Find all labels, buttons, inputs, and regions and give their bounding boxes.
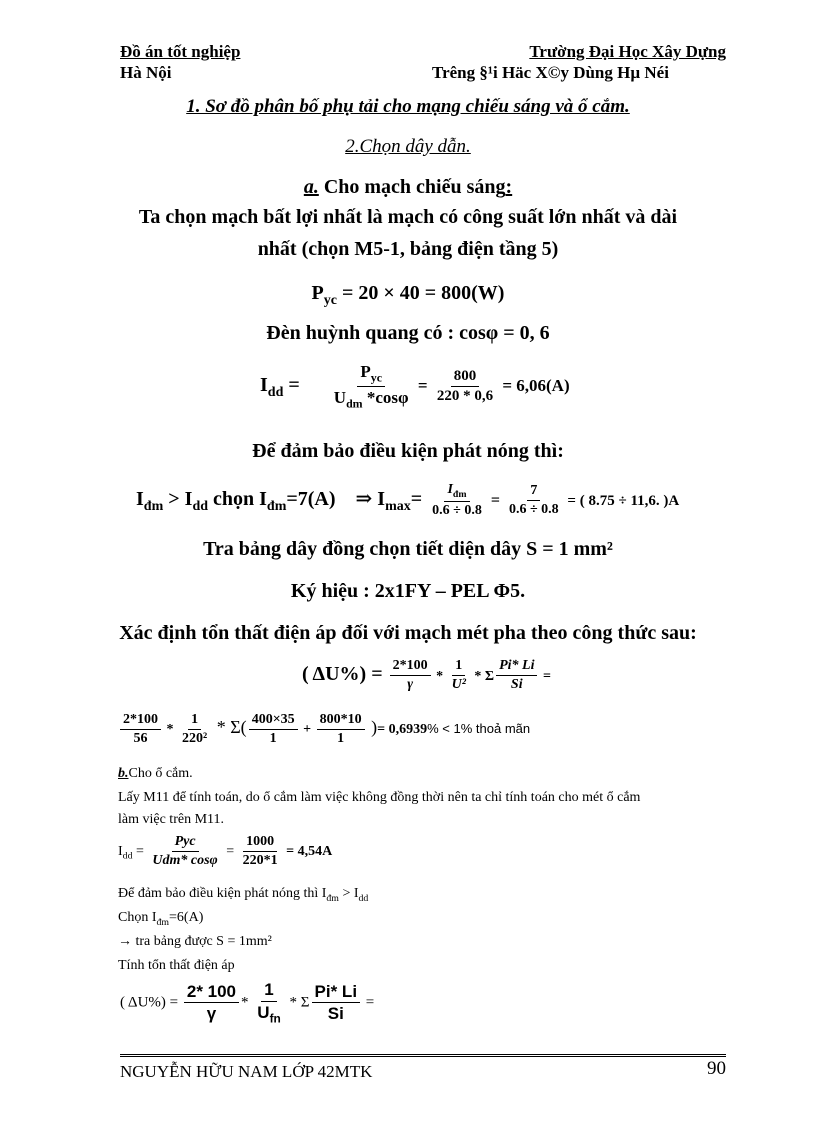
footer-author: NGUYỄN HỮU NAM LỚP 42MTK: [120, 1062, 373, 1081]
socket-den1: Udm* cosφ: [152, 853, 218, 869]
socket-b-text: Cho ổ cắm.: [128, 766, 193, 781]
eq-idm-eq: =: [410, 488, 423, 511]
eq-idd-den1-tail: *cosφ: [362, 388, 409, 408]
socket-heat-sub2: dd: [358, 892, 369, 904]
eq-idm-sub1: đm: [143, 499, 164, 515]
eq-du-den2: U²: [451, 677, 466, 693]
socket-choose-text: Chọn I: [118, 910, 157, 925]
socket-du-sigma: * Σ: [285, 994, 310, 1011]
heading-a-text: Cho mạch chiếu sáng: [318, 176, 506, 198]
eq-idd-num1: P: [360, 362, 371, 381]
eq-idm-num1: I: [447, 482, 453, 497]
eq-idd-frac-2: [434, 368, 496, 406]
heading-1: 1. Sơ đồ phân bố phụ tải cho mạng chiếu sáng và ổ cắm.: [186, 96, 630, 117]
eq-calc-den4: 1: [337, 731, 345, 747]
socket-arrow-line: → tra bảng được S = 1mm²: [118, 934, 272, 949]
header-right-2: Trêng §¹i Häc X©y Dùng Hµ Néi: [432, 63, 669, 82]
para-line-2: nhất (chọn M5-1, bảng điện tầng 5): [257, 238, 559, 260]
socket-idd: [118, 834, 332, 869]
eq-du-frac-2: [449, 658, 469, 693]
header-left-2: Hà Nội: [120, 63, 172, 82]
eq-idm-eq2: =: [486, 492, 504, 510]
heat-condition: Để đảm bảo điều kiện phát nóng thì:: [252, 440, 564, 462]
heading-a-label: a.: [303, 176, 319, 198]
eq-idd-num2: 800: [451, 368, 480, 387]
socket-heat-mid: > I: [338, 886, 359, 901]
socket-du-num1: 2* 100: [184, 982, 239, 1004]
eq-du: [302, 658, 551, 693]
socket-choose-sub: đm: [156, 916, 170, 928]
eq-calc-frac-2: [179, 712, 210, 747]
socket-line-1: Lấy M11 để tính toán, do ổ cắm làm việc không đồng thời nên ta chỉ tính toán cho mét ổ cắm: [118, 790, 641, 805]
socket-idd-frac-2: [240, 834, 281, 869]
header-right-1: Trường Đại Học Xây Dựng: [529, 42, 726, 61]
eq-calc: [118, 712, 530, 747]
socket-line-2: làm việc trên M11.: [118, 812, 225, 827]
heading-2-text: 2.Chọn dây dẫn.: [345, 136, 471, 157]
socket-eq2: =: [222, 843, 238, 859]
socket-heading: [118, 766, 193, 782]
eq-calc-result: = 0,6939: [377, 721, 428, 737]
eq-calc-den2: 220²: [182, 731, 208, 747]
eq-idd-den2: 220 * 0,6: [436, 388, 494, 405]
eq-idm-den2: 0.6 ÷ 0.8: [508, 502, 559, 518]
eq-du-num3: Pi* Li: [496, 658, 537, 676]
eq-idm-num2: 7: [527, 483, 540, 501]
eq-calc-num4: 800*10: [317, 712, 365, 730]
socket-idd-eq: =: [132, 843, 148, 859]
eq-pyc: [0, 282, 816, 309]
eq-idd: [260, 362, 570, 411]
socket-heat: [118, 886, 368, 904]
lamp-cos: Đèn huỳnh quang có : cosφ = 0, 6: [266, 322, 550, 344]
eq-idm-num1-sub: đm: [452, 488, 467, 500]
socket-choose: [118, 910, 203, 928]
eq-du-frac-3: [496, 658, 537, 693]
socket-den2: 220*1: [242, 853, 278, 869]
socket-choose-val: =6(A): [169, 910, 204, 925]
eq-idm-gt: > I: [163, 488, 193, 511]
eq-calc-den3: 1: [269, 731, 277, 747]
socket-idd-sub: dd: [122, 850, 133, 862]
socket-du-num3: Pi* Li: [312, 982, 361, 1004]
eq-calc-plus: +: [299, 721, 315, 737]
socket-du-frac-1: [184, 982, 239, 1024]
eq-idm: [136, 482, 679, 519]
socket-du-den2-sub: fn: [269, 1010, 281, 1025]
eq-pyc-lhs: P: [311, 282, 324, 304]
eq-du-den1: γ: [407, 677, 414, 693]
eq-calc-tail: % < 1% thoả mãn: [427, 720, 531, 736]
socket-du-den3: Si: [327, 1004, 344, 1024]
eq-idm-frac-2: [506, 483, 562, 518]
eq-idd-sub: dd: [267, 385, 284, 401]
socket-du-lhs: ( ΔU%) =: [120, 994, 182, 1011]
eq-idm-choose: chọn I: [208, 488, 267, 511]
socket-du-frac-3: [312, 982, 361, 1024]
eq-pyc-sub: yc: [323, 293, 337, 308]
eq-idm-val: =7(A): [286, 488, 336, 511]
socket-heat-text: Để đảm bảo điều kiện phát nóng thì I: [118, 886, 327, 901]
eq-calc-frac-1: [120, 712, 161, 747]
eq-idd-frac-1: [331, 362, 412, 411]
socket-b-label: b.: [118, 766, 129, 781]
eq-idd-den1: U: [333, 388, 347, 408]
table-lookup: Tra bảng dây đồng chọn tiết diện dây S = 1 mm²: [203, 538, 613, 560]
heading-a: [0, 176, 816, 199]
eq-pyc-rhs: = 20 × 40 = 800(W): [336, 282, 505, 304]
socket-du-frac-2: [254, 980, 284, 1026]
eq-calc-den1: 56: [133, 731, 148, 747]
eq-du-tail: =: [539, 669, 551, 685]
eq-idm-den1: 0.6 ÷ 0.8: [432, 503, 482, 519]
socket-du-den2: U: [257, 1002, 270, 1022]
eq-calc-close: ): [366, 716, 378, 737]
socket-du-tail: =: [362, 994, 375, 1011]
eq-du-frac-1: [390, 658, 431, 693]
eq-idm-i: I: [136, 488, 144, 511]
eq-calc-frac-4: [317, 712, 365, 747]
symbol-line: Ký hiệu : 2x1FY – PEL Φ5.: [290, 580, 526, 602]
socket-num1: Pyc: [172, 834, 199, 852]
eq-du-num2: 1: [452, 658, 465, 676]
heading-a-colon: :: [505, 176, 513, 198]
eq-calc-sigma: * Σ(: [212, 716, 247, 737]
eq-calc-num1: 2*100: [120, 712, 161, 730]
footer-rule: [120, 1054, 726, 1057]
para-line-1: Ta chọn mạch bất lợi nhất là mạch có công suất lớn nhất và dài: [138, 206, 678, 228]
socket-heat-sub1: đm: [326, 892, 339, 904]
heading-2: [0, 136, 816, 158]
eq-du-lhs: ( ΔU%) =: [302, 663, 388, 686]
eq-idd-eq: =: [283, 374, 305, 397]
socket-du-den1: γ: [206, 1004, 217, 1024]
socket-du-times: *: [241, 994, 253, 1011]
eq-du-times: *: [432, 669, 447, 685]
footer-page-number: 90: [707, 1058, 726, 1079]
eq-idm-sub4: max: [385, 499, 411, 515]
loss-title: Xác định tổn thất điện áp đối với mạch mét pha theo công thức sau:: [119, 622, 697, 644]
eq-du-num1: 2*100: [390, 658, 431, 676]
socket-num2: 1000: [243, 834, 277, 852]
eq-idm-arrow: ⇒ I: [355, 488, 386, 511]
eq-calc-frac-3: [249, 712, 298, 747]
eq-idd-result: = 6,06(A): [498, 376, 570, 396]
eq-idm-sub3: đm: [266, 499, 287, 515]
socket-idd-frac-1: [149, 834, 220, 869]
socket-du-num2: 1: [261, 980, 276, 1002]
eq-idd-num1-sub: yc: [370, 370, 383, 385]
eq-idm-sub2: dd: [192, 499, 209, 515]
socket-loss: Tính tổn thất điện áp: [118, 958, 235, 973]
eq-du-den3: Si: [510, 677, 523, 693]
eq-du-sigma: * Σ: [470, 669, 495, 685]
eq-idm-frac-1: [429, 482, 485, 519]
eq-calc-times: *: [163, 721, 177, 737]
socket-result: = 4,54A: [282, 843, 333, 859]
eq-calc-num3: 400×35: [249, 712, 298, 730]
eq-calc-num2: 1: [188, 712, 201, 730]
eq-idd-eq2: =: [413, 376, 432, 396]
header-left-1: Đồ án tốt nghiệp: [120, 42, 241, 61]
eq-idd-lhs: I: [260, 374, 268, 397]
socket-du: [120, 980, 374, 1026]
socket-idd-lhs: I: [118, 843, 123, 859]
eq-idm-result: = ( 8.75 ÷ 11,6. )A: [563, 493, 680, 510]
eq-idd-den1-sub: dm: [346, 396, 363, 411]
